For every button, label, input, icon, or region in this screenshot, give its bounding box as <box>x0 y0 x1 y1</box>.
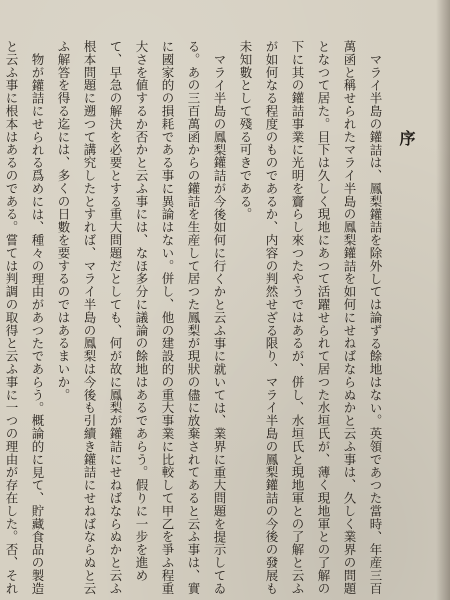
preface-title: 序 <box>397 130 416 148</box>
paragraph-2: マライ半島の鳳梨鑵詰が今後如何に行くかと云ふ事に就いては、業界に重大問題を提示してゐる。あの三百萬函からの鑵詰を生産して居つた鳳梨が現狀の儘に放棄されてあると云ふ事は、實に國家的の損耗である事に異論はない。併し、他の建設的の重大事業に比較して甲乙を爭ふ程重大さを値するか否かと云ふ事には、なほ多分に議論の餘地はあるであらう。假りに一步を進めて、早急の解決を必要とする重大問題だとしても、何が故に鳳梨が鑵詰にせねばならぬかと云ふ根本問題に遡つて講究したとすれば、マライ半島の鳳梨は今後も引續き鑵詰にせねばならぬと云ふ解答を得る迄には、多くの日數を要するのではあるまいか。 <box>56 40 227 595</box>
vertical-body-text <box>4 40 388 596</box>
paragraph-3: 物が鑵詰にせられる爲めには、種々の理由があつたであらう。概論的に見て、貯藏食品の製造と云ふ事に根本はあるのである。嘗ては判調の取得と云ふ事に一つの理由が存在した。否、それ <box>4 40 45 595</box>
paragraph-1: マライ半島の鑵詰は、鳳梨鑵詰を除外しては論ずる餘地はない。英領であつた當時、年産三百萬函と稱せられたマライ半島の鳳梨鑵詰を如何にせねばならぬかと云ふ事は、久しく業界の問題となつて居た。目下は久しく現地にあつて活躍せられて居つた水垣氏が、薄く現地軍との了解の下に其の鑵詰事業に光明を齎らし來つたやうではあるが、併し、水垣氏と現地軍との了解と云ふが如何なる程度のものであるか、内容の判然せざる限り、マライ半島の鳳梨鑵詰の今後の發展も未知數として殘る可きである。 <box>238 40 383 595</box>
